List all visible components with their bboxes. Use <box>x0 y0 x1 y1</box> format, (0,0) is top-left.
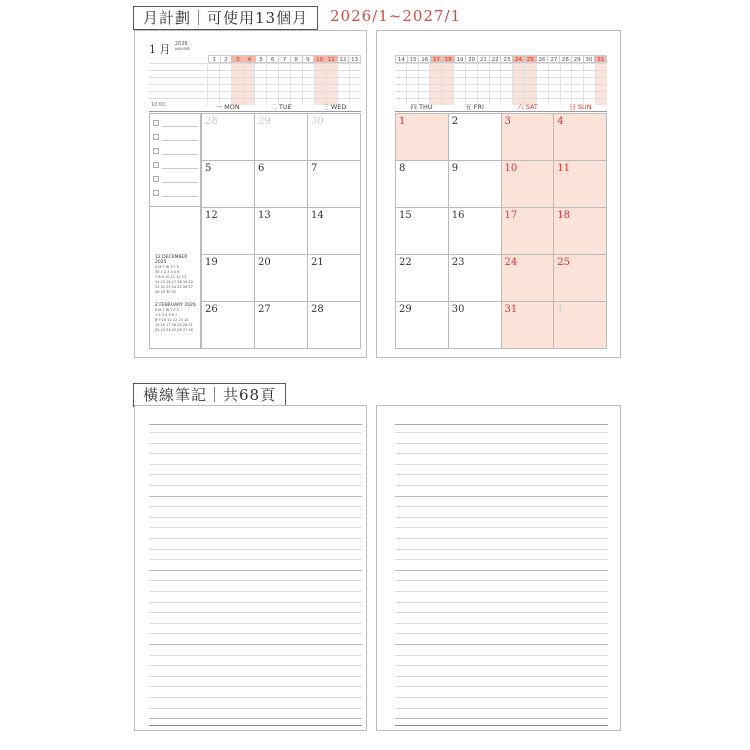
day-number: 28 <box>205 116 218 127</box>
side-notes <box>149 207 201 349</box>
calendar-day-cell[interactable] <box>255 161 308 208</box>
calendar-day-cell[interactable] <box>396 208 449 255</box>
day-number: 3 <box>504 116 511 127</box>
day-number: 24 <box>504 257 518 268</box>
ruled-page-left <box>134 405 367 731</box>
calendar-day-cell[interactable] <box>554 255 607 302</box>
day-number: 28 <box>311 304 324 315</box>
calendar-grid-right <box>395 113 607 349</box>
section-label-notes: 橫線筆記｜共68頁 <box>133 383 286 407</box>
day-header-cell: 6 <box>267 56 279 62</box>
day-number: 7 <box>311 163 318 174</box>
day-number: 6 <box>258 163 265 174</box>
day-number: 30 <box>311 116 324 127</box>
calendar-day-cell[interactable] <box>202 255 255 302</box>
day-header-cell: 17 <box>431 56 443 62</box>
calendar-day-cell[interactable] <box>202 161 255 208</box>
weekday-label: 一 MON <box>215 103 240 111</box>
day-header-cell: 29 <box>572 56 584 62</box>
calendar-day-cell[interactable] <box>255 255 308 302</box>
calendar-day-cell[interactable] <box>255 114 308 161</box>
calendar-day-cell[interactable] <box>308 208 361 255</box>
calendar-day-cell[interactable] <box>502 114 555 161</box>
day-header-cell: 20 <box>466 56 478 62</box>
day-header-cell: 25 <box>525 56 537 62</box>
day-number: 19 <box>205 257 218 268</box>
calendar-day-cell[interactable] <box>554 161 607 208</box>
calendar-grid-left <box>201 113 361 349</box>
calendar-day-cell[interactable] <box>502 255 555 302</box>
day-header-right <box>395 55 607 63</box>
checkbox[interactable] <box>153 134 159 140</box>
day-number: 31 <box>504 304 518 315</box>
day-header-cell: 1 <box>209 56 221 62</box>
calendar-day-cell[interactable] <box>396 161 449 208</box>
calendar-day-cell[interactable] <box>308 114 361 161</box>
day-number: 29 <box>399 304 412 315</box>
calendar-day-cell[interactable] <box>396 302 449 349</box>
day-header-cell: 13 <box>351 57 359 63</box>
day-header-cell: 11 <box>326 56 338 62</box>
monthly-page-right <box>376 30 621 358</box>
day-header-cell: 10 <box>314 56 326 62</box>
calendar-day-cell[interactable] <box>449 114 502 161</box>
day-number: 21 <box>311 257 324 268</box>
weekday-label: 四 THU <box>410 103 433 111</box>
weekday-label: 三 WED <box>322 103 347 111</box>
day-number: 25 <box>557 257 570 268</box>
day-header-cell: 19 <box>455 56 467 62</box>
calendar-day-cell[interactable] <box>202 302 255 349</box>
day-header-cell: 26 <box>537 56 549 62</box>
day-header-cell: 14 <box>396 56 408 62</box>
checkbox[interactable] <box>153 162 159 168</box>
calendar-day-cell[interactable] <box>554 114 607 161</box>
day-header-cell: 7 <box>279 56 291 62</box>
habit-grid-right <box>395 63 607 105</box>
checkbox[interactable] <box>153 148 159 154</box>
calendar-day-cell[interactable] <box>502 208 555 255</box>
day-number: 4 <box>557 116 564 127</box>
calendar-day-cell[interactable] <box>202 208 255 255</box>
day-number: 29 <box>258 116 271 127</box>
day-number: 27 <box>258 304 271 315</box>
ruled-page-right <box>376 405 621 731</box>
calendar-day-cell[interactable] <box>554 208 607 255</box>
weekday-label: 日 SUN <box>569 103 592 111</box>
mini-calendar-feb: 2 FEBRUARY 2026 S M T W T F S 1 2 3 4 5 6 7 8 9 10 11 12 13 14 15 16 17 18 19 20 21 22 23 24 25 26 27 28 <box>155 303 196 332</box>
calendar-day-cell[interactable] <box>396 114 449 161</box>
day-number: 10 <box>504 163 518 174</box>
day-number: 13 <box>258 210 271 221</box>
day-header-cell: 23 <box>501 56 513 62</box>
day-header-cell: 2 <box>221 56 233 62</box>
day-number: 9 <box>451 163 459 174</box>
day-number: 11 <box>557 163 570 174</box>
checkbox[interactable] <box>153 176 159 182</box>
day-number: 15 <box>399 210 412 221</box>
day-number: 5 <box>205 163 212 174</box>
mini-calendar-dec: 12 DECEMBER 2025 S M T W T F S 30 1 2 3 4 5 6 7 8 9 10 11 12 13 14 15 16 17 18 19 20 21 22 23 24 25 26 27 28 29 30 31 <box>155 255 193 294</box>
day-header-cell: 18 <box>443 56 455 62</box>
calendar-day-cell[interactable] <box>396 255 449 302</box>
day-header-cell: 15 <box>408 56 420 62</box>
calendar-day-cell[interactable] <box>308 255 361 302</box>
day-header-cell: 24 <box>513 56 525 62</box>
month-title: 1 月 <box>149 43 171 56</box>
calendar-day-cell[interactable] <box>449 161 502 208</box>
day-number: 22 <box>399 257 412 268</box>
day-header-cell: 21 <box>478 56 490 62</box>
day-number: 12 <box>205 210 218 221</box>
calendar-day-cell[interactable] <box>255 208 308 255</box>
calendar-day-cell[interactable] <box>255 302 308 349</box>
day-number: 23 <box>451 257 465 268</box>
day-header-cell: 4 <box>244 56 256 62</box>
day-number: 17 <box>504 210 518 221</box>
calendar-day-cell[interactable] <box>502 302 555 349</box>
checklist <box>149 113 201 207</box>
checkbox[interactable] <box>153 190 159 196</box>
calendar-day-cell[interactable] <box>449 208 502 255</box>
day-header-cell: 28 <box>560 56 572 62</box>
day-number: 2 <box>451 116 459 127</box>
calendar-day-cell[interactable] <box>449 255 502 302</box>
day-header-cell: 12 <box>338 56 350 62</box>
day-header-cell: 31 <box>597 57 605 63</box>
day-number: 30 <box>451 304 465 315</box>
weekday-label: 二 TUE <box>270 103 292 111</box>
calendar-day-cell[interactable] <box>449 302 502 349</box>
day-header-cell: 30 <box>584 56 596 62</box>
day-number: 8 <box>399 163 406 174</box>
calendar-day-cell[interactable] <box>308 161 361 208</box>
calendar-day-cell[interactable] <box>308 302 361 349</box>
calendar-day-cell[interactable] <box>202 114 255 161</box>
weekday-label: 六 SAT <box>517 103 538 111</box>
day-number: 16 <box>451 210 465 221</box>
date-range: 2026/1~2027/1 <box>330 7 462 25</box>
day-header-cell: 9 <box>303 56 315 62</box>
day-header-cell: 8 <box>291 56 303 62</box>
day-number: 1 <box>399 116 406 127</box>
day-number: 20 <box>258 257 271 268</box>
section-label-monthly: 月計劃｜可使用13個月 <box>133 6 318 30</box>
checkbox[interactable] <box>153 120 159 126</box>
day-number: 14 <box>311 210 324 221</box>
month-year: 2026 JANUARY <box>175 41 191 51</box>
day-number: 18 <box>557 210 570 221</box>
time-label: 10:00 <box>151 102 166 108</box>
day-header-cell: 27 <box>548 56 560 62</box>
weekday-label: 五 FRI <box>465 103 484 111</box>
calendar-day-cell[interactable] <box>502 161 555 208</box>
monthly-page-left <box>134 30 367 358</box>
habit-grid-left <box>149 63 361 105</box>
day-header-cell: 5 <box>256 56 268 62</box>
day-header-left <box>208 55 361 63</box>
day-number: 26 <box>205 304 218 315</box>
day-header-cell: 22 <box>490 56 502 62</box>
calendar-day-cell[interactable] <box>554 302 607 349</box>
day-header-cell: 16 <box>419 56 431 62</box>
day-header-cell: 3 <box>232 56 244 62</box>
day-number: 1 <box>557 304 564 315</box>
